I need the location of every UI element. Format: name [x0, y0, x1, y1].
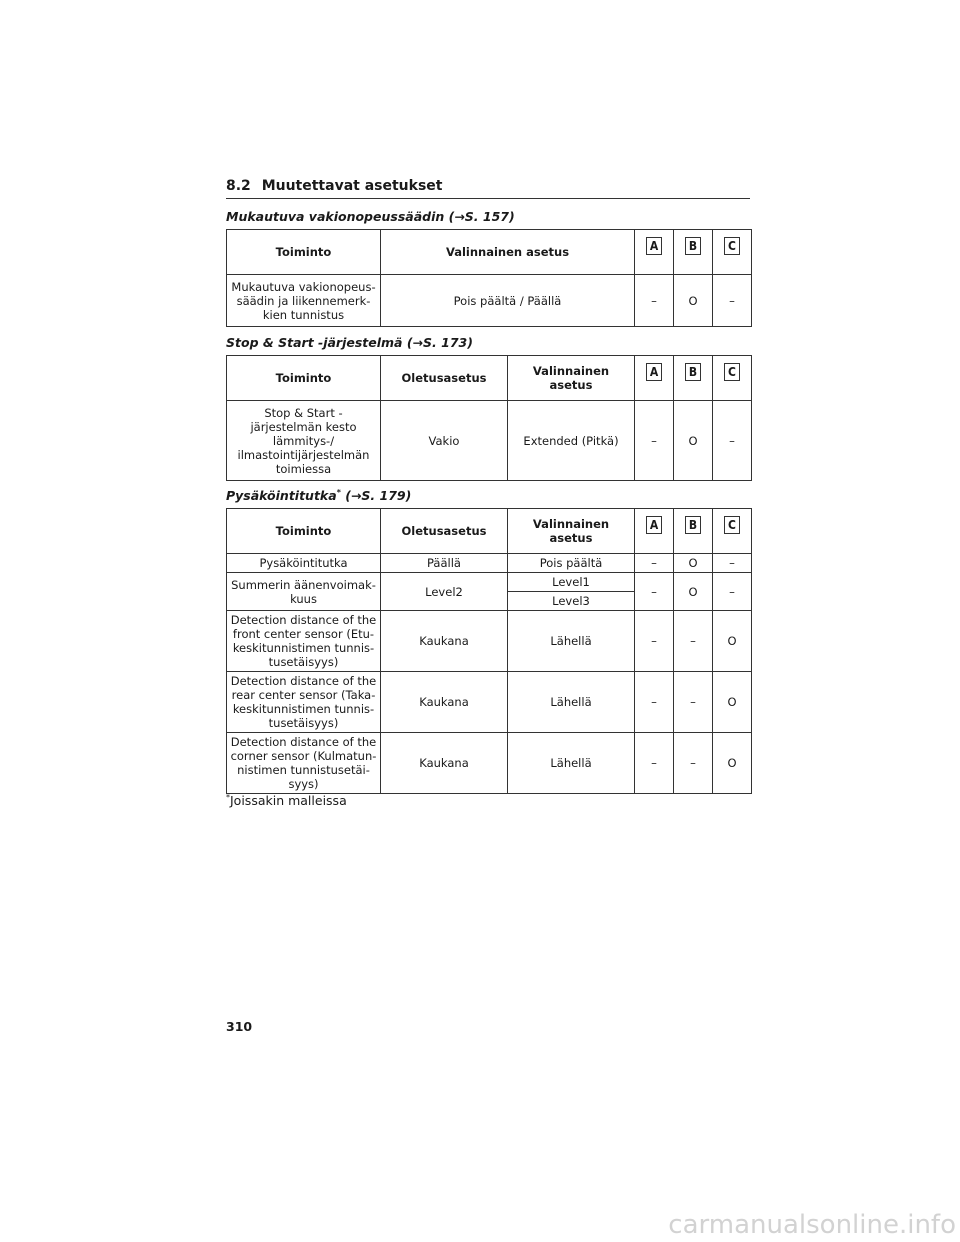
- header-optional: Valinnainen asetus: [508, 509, 635, 554]
- letter-c-box: C: [724, 363, 740, 381]
- header-b: [674, 230, 713, 275]
- table-parking-sensor: [226, 508, 752, 794]
- cell-default: Kaukana: [381, 672, 508, 733]
- cell-b: O: [674, 573, 713, 611]
- header-default: Oletusasetus: [381, 356, 508, 401]
- table-row: [227, 733, 752, 794]
- table-row: [227, 275, 752, 327]
- cell-optional: Extended (Pitkä): [508, 401, 635, 481]
- cell-optional: Pois päältä: [508, 554, 635, 573]
- footnote: [226, 793, 347, 808]
- cell-c: O: [713, 733, 752, 794]
- cell-default: Vakio: [381, 401, 508, 481]
- cell-optional: Lähellä: [508, 733, 635, 794]
- letter-b-box: B: [685, 363, 701, 381]
- letter-c-box: C: [724, 237, 740, 255]
- cell-b: O: [674, 401, 713, 481]
- cell-function: Detection distance of the front center sensor (Etu-keskitunnistimen tunnis-tusetäisyys): [227, 611, 381, 672]
- cell-a: –: [635, 672, 674, 733]
- section-number: 8.2: [226, 178, 251, 194]
- cell-a: –: [635, 554, 674, 573]
- cell-default: Päällä: [381, 554, 508, 573]
- letter-a-box: A: [646, 237, 662, 255]
- footnote-text: Joissakin malleissa: [230, 793, 347, 809]
- section-title: Muutettavat asetukset: [261, 178, 443, 194]
- header-a: [635, 509, 674, 554]
- letter-c-box: C: [724, 516, 740, 534]
- table1-title: Mukautuva vakionopeussäädin (→S. 157): [226, 209, 515, 224]
- cell-optional: Lähellä: [508, 611, 635, 672]
- cell-function: Summerin äänenvoimak-kuus: [227, 573, 381, 611]
- cell-c: –: [713, 554, 752, 573]
- table2-title: Stop & Start -järjestelmä (→S. 173): [226, 335, 473, 350]
- cell-b: –: [674, 611, 713, 672]
- cell-c: –: [713, 573, 752, 611]
- cell-c: O: [713, 611, 752, 672]
- header-function: Toiminto: [227, 356, 381, 401]
- header-function: Toiminto: [227, 230, 381, 275]
- header-b: [674, 509, 713, 554]
- cell-function: Detection distance of the corner sensor (Kulmatun-nistimen tunnistusetäi-syys): [227, 733, 381, 794]
- cell-optional: Pois päältä / Päällä: [381, 275, 635, 327]
- cell-c: –: [713, 401, 752, 481]
- letter-a-box: A: [646, 363, 662, 381]
- cell-c: –: [713, 275, 752, 327]
- header-c: [713, 230, 752, 275]
- header-c: [713, 356, 752, 401]
- table-row: [227, 573, 752, 592]
- page-number: 310: [226, 1019, 253, 1034]
- table-row: [227, 672, 752, 733]
- cell-b: O: [674, 554, 713, 573]
- header-optional: Valinnainen asetus: [508, 356, 635, 401]
- header-a: [635, 356, 674, 401]
- cell-b: O: [674, 275, 713, 327]
- table-header-row: [227, 356, 752, 401]
- letter-b-box: B: [685, 237, 701, 255]
- table3-title-ref: (→S. 179): [340, 488, 412, 504]
- table-header-row: [227, 230, 752, 275]
- header-c: [713, 509, 752, 554]
- footnote-mark: *: [226, 793, 230, 802]
- header-a: [635, 230, 674, 275]
- table-row: [227, 401, 752, 481]
- letter-a-box: A: [646, 516, 662, 534]
- cell-a: –: [635, 401, 674, 481]
- letter-b-box: B: [685, 516, 701, 534]
- table3-title-text: Pysäköintitutka: [226, 488, 337, 504]
- header-b: [674, 356, 713, 401]
- table-header-row: [227, 509, 752, 554]
- cell-optional: Lähellä: [508, 672, 635, 733]
- cell-default: Level2: [381, 573, 508, 611]
- header-optional: Valinnainen asetus: [381, 230, 635, 275]
- cell-optional: Level1: [508, 573, 635, 592]
- cell-optional-2: Level3: [508, 592, 635, 611]
- cell-function: Stop & Start -järjestelmän kesto lämmitys-/ ilmastointijärjestelmän toimiessa: [227, 401, 381, 481]
- table-adaptive-cruise: [226, 229, 752, 327]
- cell-function: Mukautuva vakionopeus-säädin ja liikennemerk-kien tunnistus: [227, 275, 381, 327]
- cell-b: –: [674, 672, 713, 733]
- table-row: [227, 554, 752, 573]
- table-stop-start: [226, 355, 752, 481]
- cell-b: –: [674, 733, 713, 794]
- cell-function: Detection distance of the rear center sensor (Taka-keskitunnistimen tunnis-tusetäisyys): [227, 672, 381, 733]
- cell-a: –: [635, 573, 674, 611]
- cell-a: –: [635, 733, 674, 794]
- table3-footnote-mark: *: [336, 488, 341, 497]
- cell-default: Kaukana: [381, 733, 508, 794]
- watermark-text: carmanualsonline.info: [668, 1210, 956, 1240]
- header-function: Toiminto: [227, 509, 381, 554]
- cell-function: Pysäköintitutka: [227, 554, 381, 573]
- table3-title: [226, 488, 750, 503]
- cell-c: O: [713, 672, 752, 733]
- table-row: [227, 611, 752, 672]
- header-default: Oletusasetus: [381, 509, 508, 554]
- cell-a: –: [635, 275, 674, 327]
- section-header: [226, 178, 750, 199]
- cell-default: Kaukana: [381, 611, 508, 672]
- cell-a: –: [635, 611, 674, 672]
